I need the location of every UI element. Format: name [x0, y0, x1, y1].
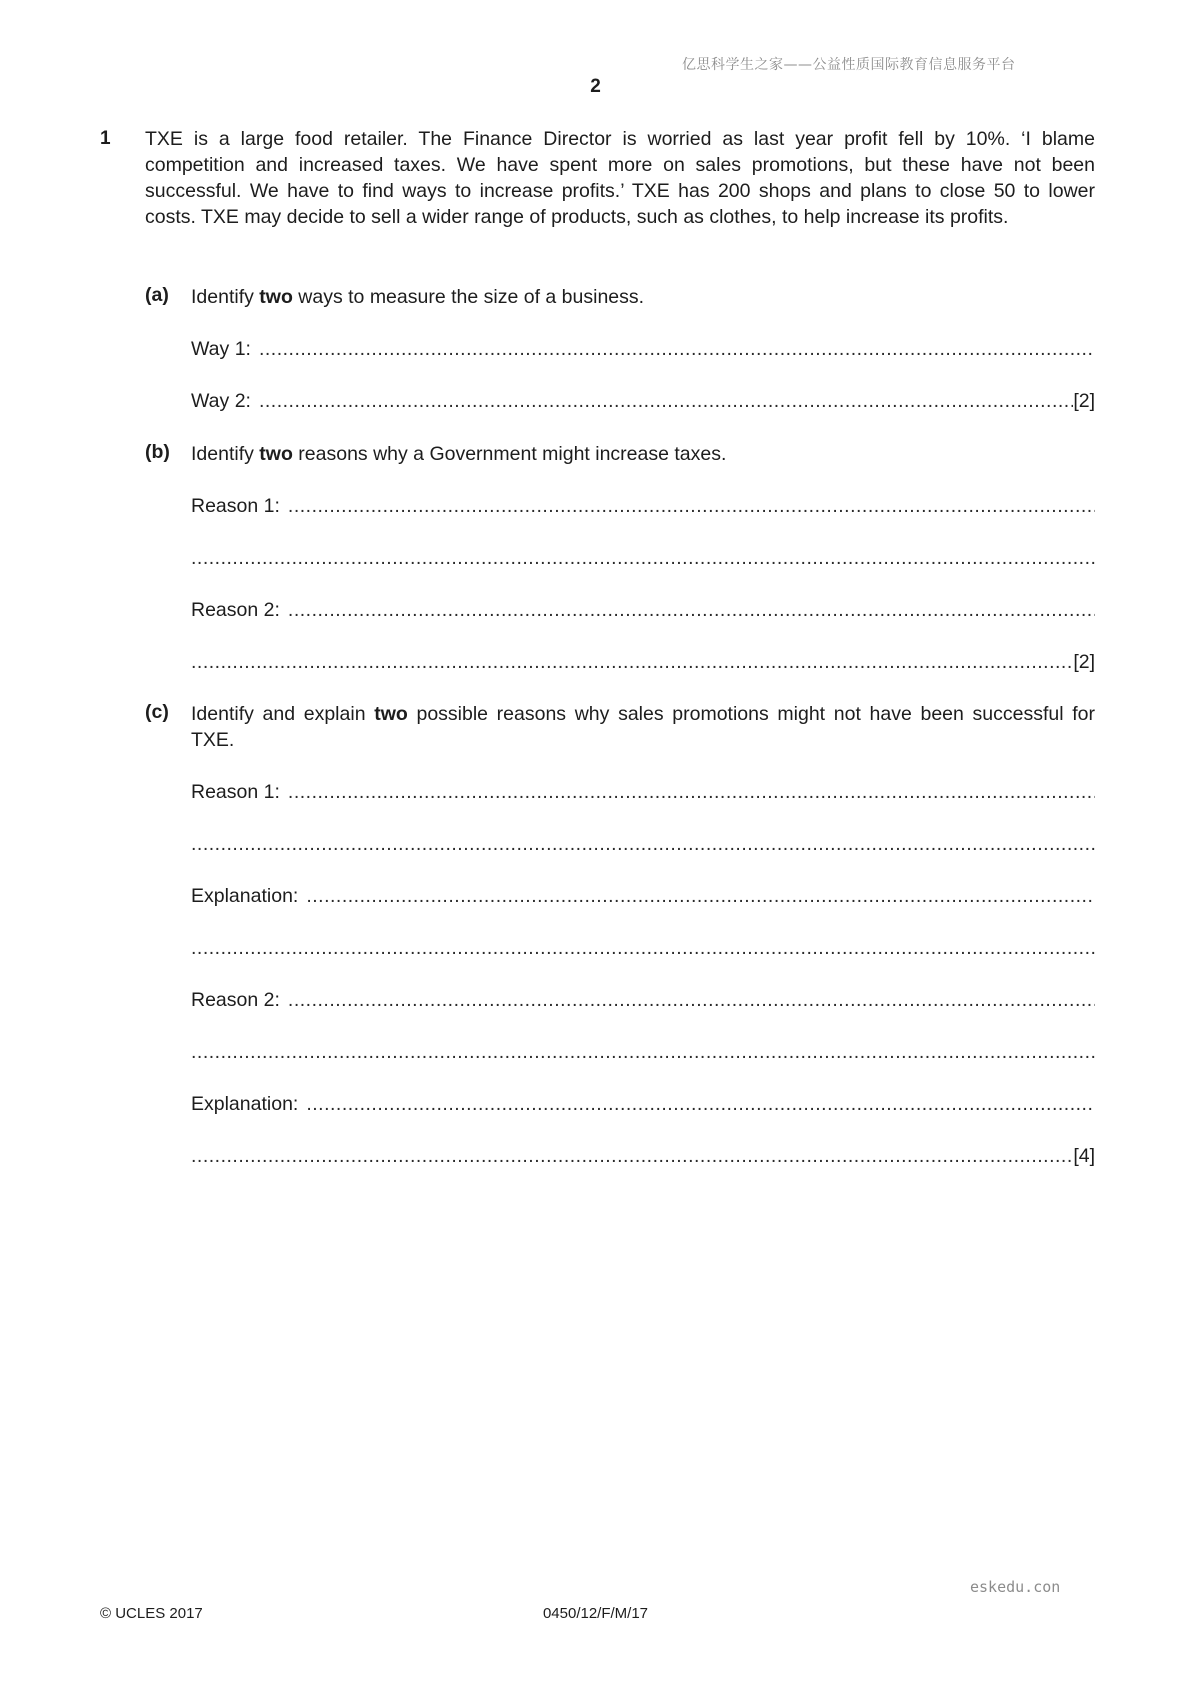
c-explanation-2-label: Explanation: — [191, 1093, 299, 1115]
answer-line-c-reason-1[interactable] — [191, 779, 1095, 805]
answer-line-way-1[interactable] — [191, 336, 1095, 362]
part-b-text-after: reasons why a Government might increase taxes. — [292, 443, 727, 465]
reason-2-label: Reason 2: — [191, 599, 280, 621]
answer-line-c-reason-1-cont[interactable] — [191, 831, 1095, 857]
marks-c: [4] — [1073, 1145, 1095, 1167]
dotted-line — [306, 883, 1095, 909]
part-a-question — [191, 284, 1095, 310]
answer-line-c-reason-2-cont[interactable] — [191, 1039, 1095, 1065]
copyright: © UCLES 2017 — [100, 1605, 203, 1622]
part-b-text-bold: two — [259, 443, 293, 465]
footer-watermark: eskedu.con — [970, 1578, 1061, 1596]
dotted-line — [259, 388, 1073, 414]
part-a-text-bold: two — [259, 286, 293, 308]
part-c-question — [191, 701, 1095, 753]
way-2-label: Way 2: — [191, 390, 251, 412]
header-watermark: 亿思科学生之家——公益性质国际教育信息服务平台 — [682, 57, 1016, 73]
part-a-label: (a) — [145, 284, 169, 306]
c-reason-1-label: Reason 1: — [191, 781, 280, 803]
part-b-label: (b) — [145, 441, 170, 463]
answer-line-c-reason-2[interactable] — [191, 987, 1095, 1013]
reason-1-label: Reason 1: — [191, 495, 280, 517]
answer-line-reason-2[interactable] — [191, 597, 1095, 623]
paper-code: 0450/12/F/M/17 — [542, 1605, 649, 1622]
dotted-line — [288, 597, 1095, 623]
dotted-line — [191, 935, 1095, 961]
part-a-text-after: ways to measure the size of a business. — [292, 286, 645, 308]
dotted-line — [259, 336, 1095, 362]
marks-b: [2] — [1073, 651, 1095, 673]
dotted-line — [288, 987, 1095, 1013]
answer-line-way-2[interactable] — [191, 388, 1095, 414]
answer-line-reason-2-cont[interactable] — [191, 649, 1095, 675]
question-stem: TXE is a large food retailer. The Finance Director is worried as last year profit fell by 10%. ‘I blame competition and increased taxes. We have spent more on sales promotions, but these have not been successful. We have to find ways to increase profits.’ TXE has 200 shops and plans to close 50 to lower costs. TXE may decide to sell a wider range of products, such as clothes, to help increase its profits. — [145, 128, 1095, 228]
answer-line-c-explanation-1[interactable] — [191, 883, 1095, 909]
dotted-line — [288, 493, 1095, 519]
answer-line-c-explanation-2[interactable] — [191, 1091, 1095, 1117]
c-explanation-1-label: Explanation: — [191, 885, 299, 907]
part-c-text-bold: two — [374, 703, 408, 725]
way-1-label: Way 1: — [191, 338, 251, 360]
part-c-text-before: Identify and explain — [191, 703, 375, 725]
dotted-line — [306, 1091, 1095, 1117]
dotted-line — [191, 649, 1073, 675]
answer-line-c-explanation-1-cont[interactable] — [191, 935, 1095, 961]
question-number: 1 — [100, 128, 111, 149]
marks-a: [2] — [1073, 390, 1095, 412]
part-b-text-before: Identify — [191, 443, 260, 465]
answer-line-reason-1-cont[interactable] — [191, 545, 1095, 571]
part-a-text-before: Identify — [191, 286, 260, 308]
part-b-question — [191, 441, 1095, 467]
dotted-line — [191, 831, 1095, 857]
dotted-line — [191, 545, 1095, 571]
part-c-text-after: possible reasons why sales promotions might not have been successful for TXE. — [191, 703, 1096, 751]
answer-line-c-explanation-2-cont[interactable] — [191, 1143, 1095, 1169]
page-number: 2 — [590, 76, 601, 97]
dotted-line — [288, 779, 1095, 805]
part-c-label: (c) — [145, 701, 169, 723]
answer-line-reason-1[interactable] — [191, 493, 1095, 519]
dotted-line — [191, 1039, 1095, 1065]
dotted-line — [191, 1143, 1073, 1169]
c-reason-2-label: Reason 2: — [191, 989, 280, 1011]
